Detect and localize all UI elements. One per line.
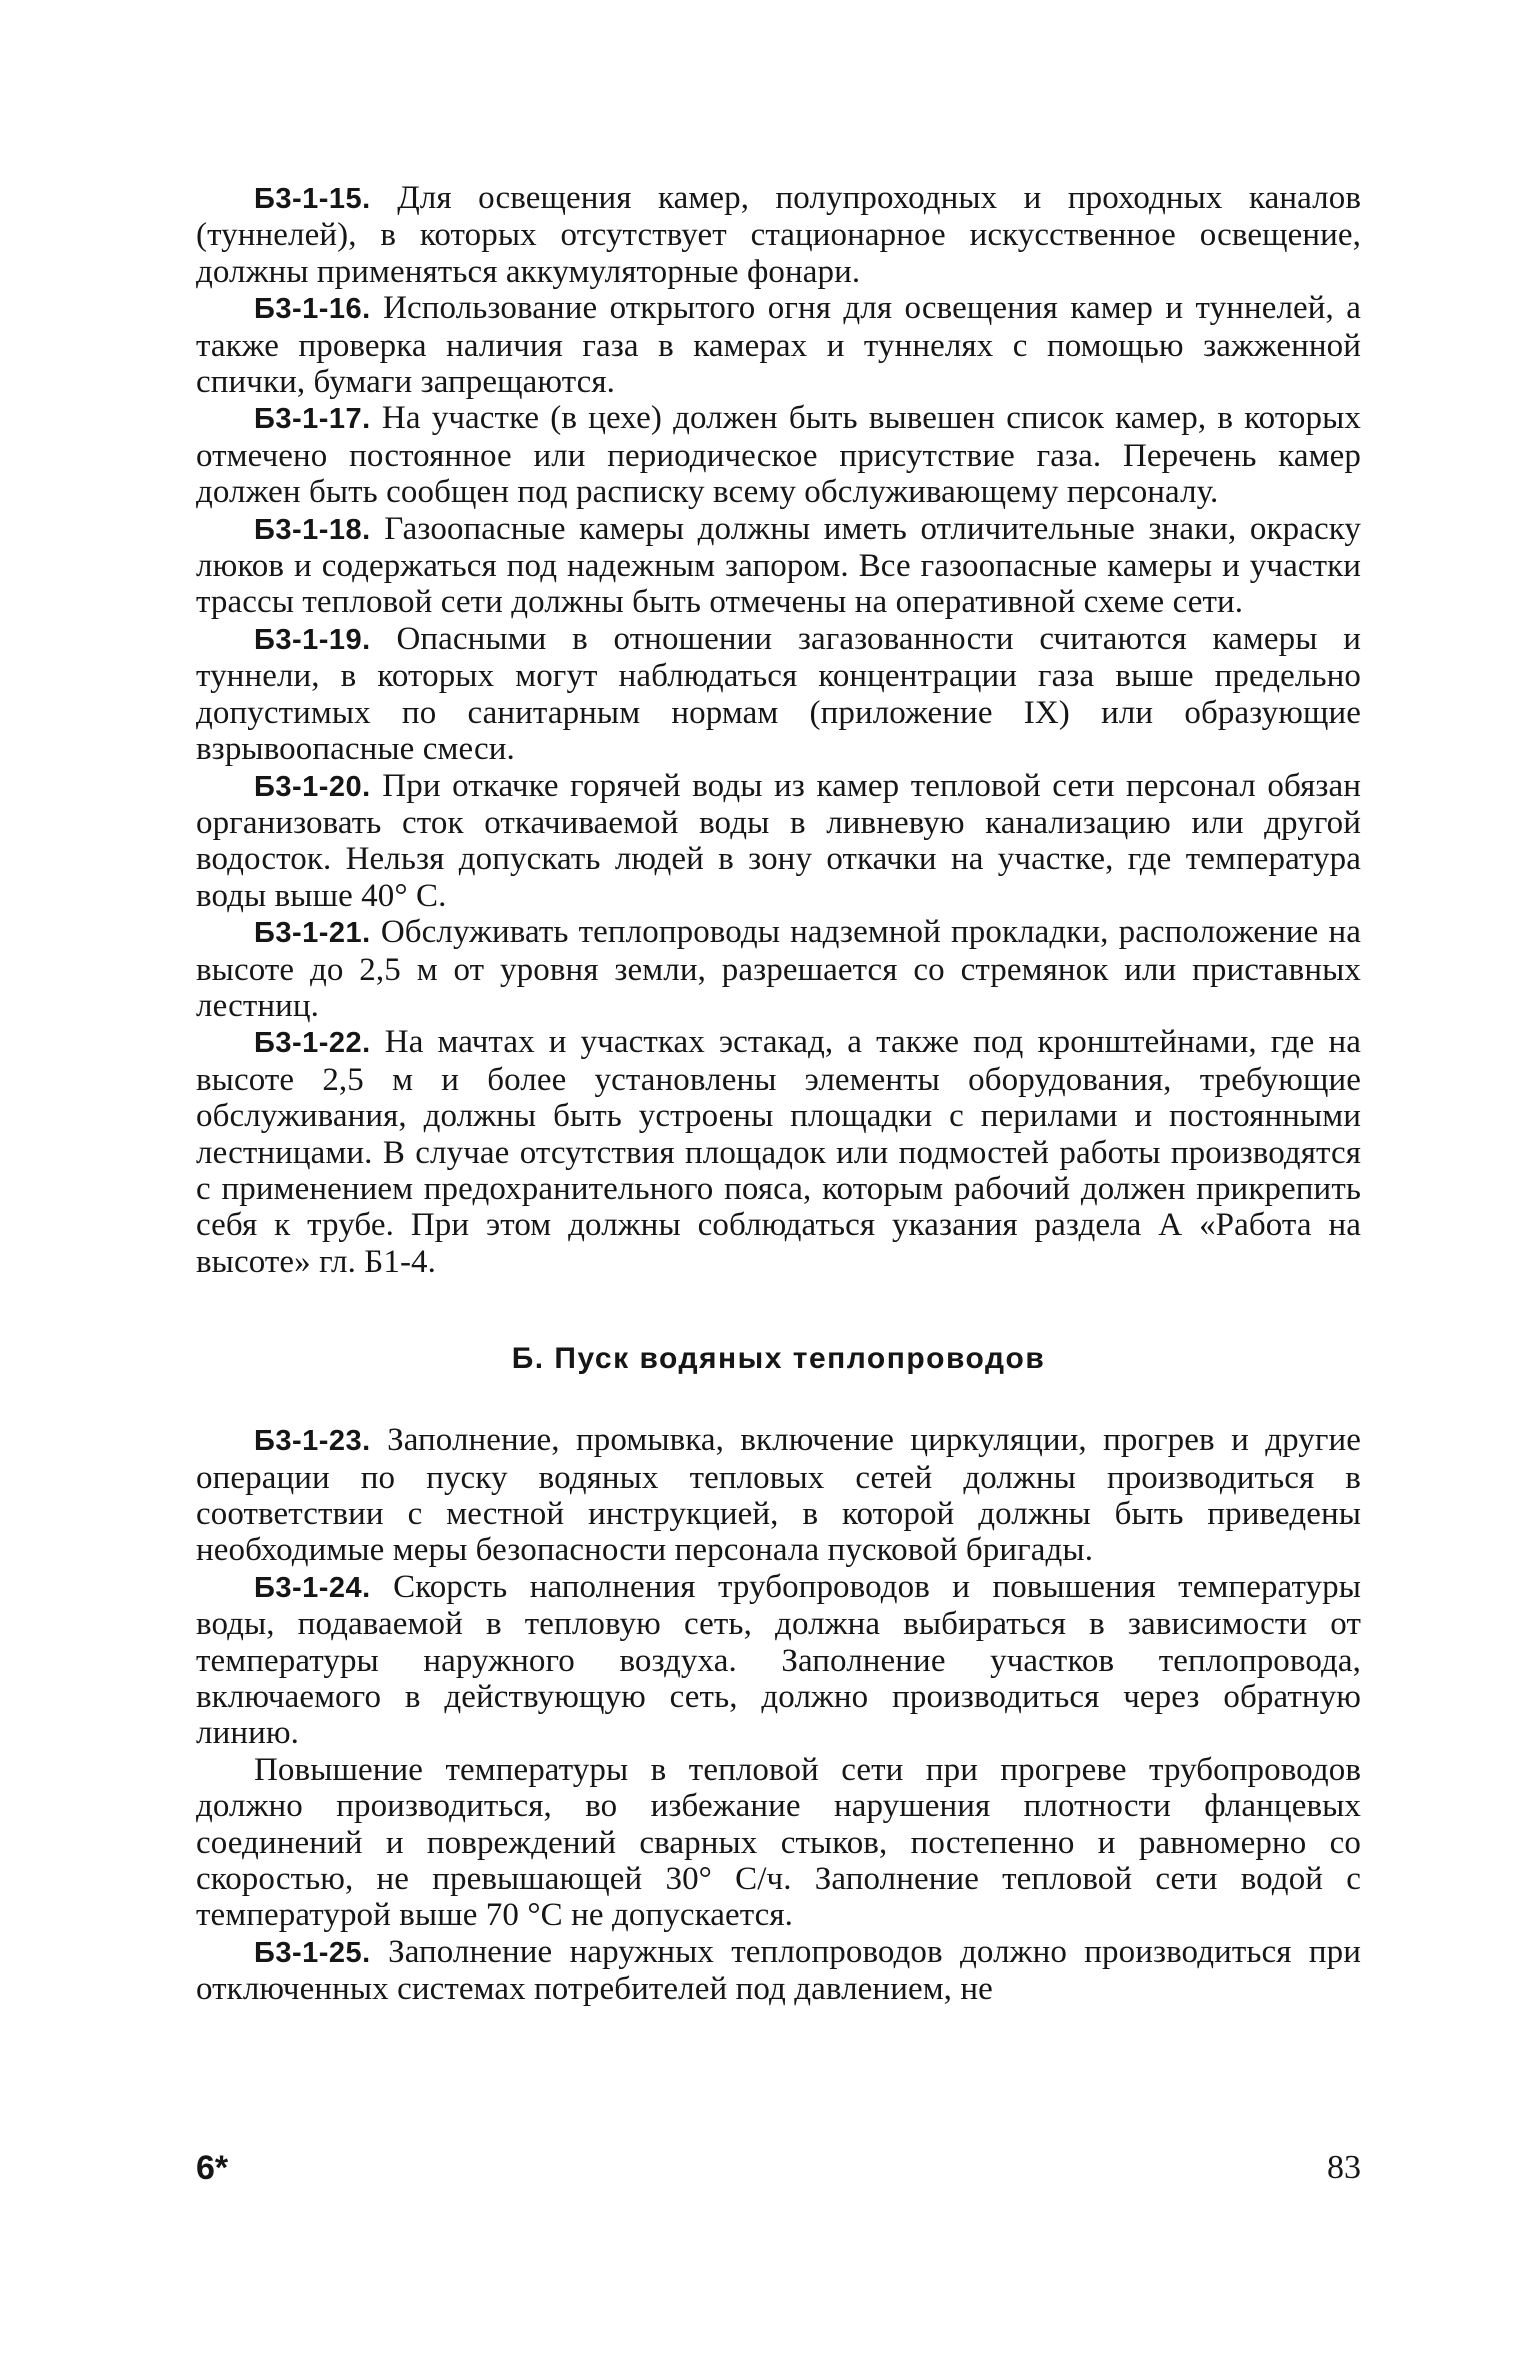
clause-number: Б3-1-18. (254, 513, 371, 546)
paragraph (196, 914, 1361, 1024)
clause-number: Б3-1-23. (254, 1425, 371, 1458)
clause-number: Б3-1-21. (254, 917, 371, 950)
paragraph (196, 400, 1361, 510)
clause-number: Б3-1-19. (254, 623, 371, 656)
section-heading: Б. Пуск водяных теплопроводов (511, 1342, 1046, 1376)
paragraph (196, 1752, 1361, 1934)
paragraph-text: Обслуживать теплопроводы надземной прокладки, расположение на высоте до 2,5 м от уровня земли, разрешается со стремянок или приставных лестниц. (196, 914, 1362, 1024)
paragraph-text: Повышение температуры в тепловой сети при прогреве трубопроводов должно производиться, во избежание нарушения плотности фланцевых соединений и повреждений сварных стыков, постепенно и равномерно со скоростью, не превышающей 30° С/ч. Заполнение тепловой сети водой с температурой выше 70 °С не допускается. (196, 1751, 1361, 1934)
paragraph-text: На участке (в цехе) должен быть вывешен список камер, в которых отмечено постоянное или периодическое присутствие газа. Перечень камер должен быть сообщен под расписку всему обслуживающему персоналу. (196, 400, 1361, 511)
paragraph-text: Использование открытого огня для освещения камер и туннелей, а также проверка наличия газа в камерах и туннелях с помощью зажженной спички, бумаги запрещаются. (196, 290, 1362, 401)
paragraph (196, 511, 1361, 621)
paragraph-text: Для освещения камер, полупроходных и проходных каналов (туннелей), в которых отсутствует стационарное искусственное освещение, должны применяться аккумуляторные фонари. (196, 180, 1361, 290)
paragraph (196, 1934, 1361, 2008)
clause-number: Б3-1-24. (254, 1571, 371, 1604)
paragraph-text: Газоопасные камеры должны иметь отличительные знаки, окраску люков и содержаться под надежным запором. Все газоопасные камеры и участки трассы тепловой сети должны быть отмечены на оперативной схеме сети. (196, 510, 1361, 621)
paragraph-text: При откачке горячей воды из камер тепловой сети персонал обязан организовать сток откачиваемой воды в ливневую канализацию или другой водосток. Нельзя допускать людей в зону откачки на участке, где температура воды выше 40° С. (196, 767, 1361, 914)
paragraph-text: Заполнение наружных теплопроводов должно производиться при отключенных системах потребителей под давлением, не (196, 1933, 1361, 2008)
paragraph (196, 180, 1361, 290)
paragraph-text: Опасными в отношении загазованности считаются камеры и туннели, в которых могут наблюдаться концентрации газа выше предельно допустимых по санитарным нормам (приложение IX) или образующие взрывоопасные смеси. (196, 620, 1361, 768)
page-body (196, 180, 1361, 2008)
paragraph (196, 621, 1361, 768)
page-footer (196, 2149, 1361, 2189)
paragraph-group-top (196, 180, 1361, 1280)
page-number: 83 (1327, 2149, 1361, 2186)
paragraph (196, 290, 1361, 400)
paragraph (196, 1024, 1361, 1280)
clause-number: Б3-1-20. (254, 770, 371, 803)
paragraph-group-bottom (196, 1422, 1361, 2008)
clause-number: Б3-1-16. (254, 293, 371, 326)
clause-number: Б3-1-25. (254, 1936, 371, 1969)
paragraph (196, 1422, 1361, 1569)
paragraph (196, 1569, 1361, 1752)
clause-number: Б3-1-22. (254, 1027, 371, 1060)
clause-number: Б3-1-17. (254, 403, 371, 436)
paragraph-text: На мачтах и участках эстакад, а также под кронштейнами, где на высоте 2,5 м и более установлены элементы оборудования, требующие обслуживания, должны быть устроены площадки с перилами и постоянными лестницами. В случае отсутствия площадок или подмостей работы производятся с применением предохранительного пояса, которым рабочий должен прикрепить себя к трубе. При этом должны соблюдаться указания раздела А «Работа на высоте» гл. Б1-4. (196, 1024, 1361, 1280)
paragraph-text: Скорсть наполнения трубопроводов и повышения температуры воды, подаваемой в тепловую сеть, должна выбираться в зависимости от температуры наружного воздуха. Заполнение участков теплопровода, включаемого в действующую сеть, должно производиться через обратную линию. (196, 1568, 1361, 1752)
paragraph (196, 768, 1361, 915)
paragraph-text: Заполнение, промывка, включение циркуляции, прогрев и другие операции по пуску водяных тепловых сетей должны производиться в соответствии с местной инструкцией, в которой должны быть приведены необходимые меры безопасности персонала пусковой бригады. (196, 1422, 1361, 1569)
clause-number: Б3-1-15. (254, 183, 371, 215)
signature-mark: 6* (196, 2149, 229, 2187)
